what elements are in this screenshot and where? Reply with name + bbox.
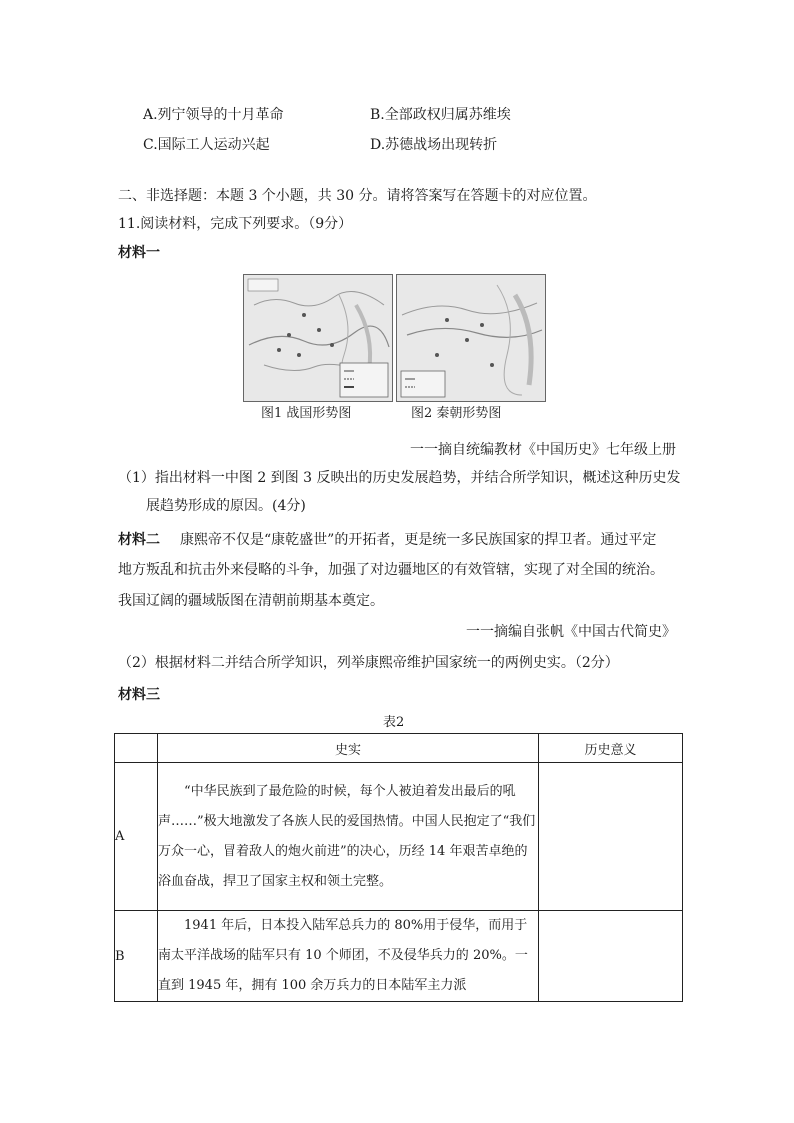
row-meaning: [539, 763, 683, 911]
section-heading: 二、非选择题：本题 3 个小题，共 30 分。请将答案写在答题卡的对应位置。: [118, 188, 597, 204]
material2-text-line3: 我国辽阔的疆域版图在清朝前期基本奠定。: [118, 593, 384, 609]
material3-label: 材料三: [118, 687, 160, 703]
question-2: （2）根据材料二并结合所学知识，列举康熙帝维护国家统一的两例史实。（2分）: [118, 655, 619, 671]
table-title: 表2: [383, 715, 405, 730]
question-1-line1: （1）指出材料一中图 2 到图 3 反映出的历史发展趋势，并结合所学知识，概述这种历史发: [118, 470, 681, 486]
row-label: B: [115, 911, 158, 1002]
history-table: [114, 733, 683, 1002]
header-blank: [115, 734, 158, 763]
question-1-line2: 展趋势形成的原因。(4分): [146, 498, 306, 514]
option-a: A.列宁领导的十月革命: [143, 107, 284, 123]
map-figure: [243, 274, 547, 421]
material2-label: 材料二: [118, 532, 160, 548]
option-c: C.国际工人运动兴起: [143, 137, 270, 153]
option-b: B.全部政权归属苏维埃: [370, 107, 511, 123]
material2-text-line1: 康熙帝不仅是“康乾盛世”的开拓者，更是统一多民族国家的捍卫者。通过平定: [180, 532, 657, 548]
row-fact: “中华民族到了最危险的时候，每个人被迫着发出最后的吼声……”极大地激发了各族人民的爱国热情。中国人民抱定了“我们万众一心，冒着敌人的炮火前进”的决心，历经 14 年艰苦卓绝的浴血奋战，捍卫了国家主权和领土完整。: [158, 763, 539, 911]
row-label: A: [115, 763, 158, 911]
header-fact: 史实: [158, 734, 539, 763]
material2-source: 一一摘编自张帆《中国古代简史》: [466, 624, 676, 640]
table-row: [115, 911, 683, 1002]
row-fact: 1941 年后，日本投入陆军总兵力的 80%用于侵华，而用于南太平洋战场的陆军只有 10 个师团，不及侵华兵力的 20%。一直到 1945 年，拥有 100 余万兵力的日本陆军主力派: [158, 911, 539, 1002]
qin-dynasty-map: [396, 274, 546, 402]
header-meaning: 历史意义: [539, 734, 683, 763]
material2-text-line2: 地方叛乱和抗击外来侵略的斗争，加强了对边疆地区的有效管辖，实现了对全国的统治。: [118, 562, 664, 578]
question-11: 11.阅读材料，完成下列要求。（9分）: [118, 216, 353, 232]
option-d: D.苏德战场出现转折: [370, 137, 498, 153]
material1-source: 一一摘自统编教材《中国历史》七年级上册: [410, 442, 676, 458]
table-header-row: [115, 734, 683, 763]
map2-caption: 图2 秦朝形势图: [411, 406, 502, 421]
row-meaning: [539, 911, 683, 1002]
map1-caption: 图1 战国形势图: [261, 406, 352, 421]
table-row: [115, 763, 683, 911]
material1-label: 材料一: [118, 245, 160, 261]
warring-states-map: [243, 274, 393, 402]
